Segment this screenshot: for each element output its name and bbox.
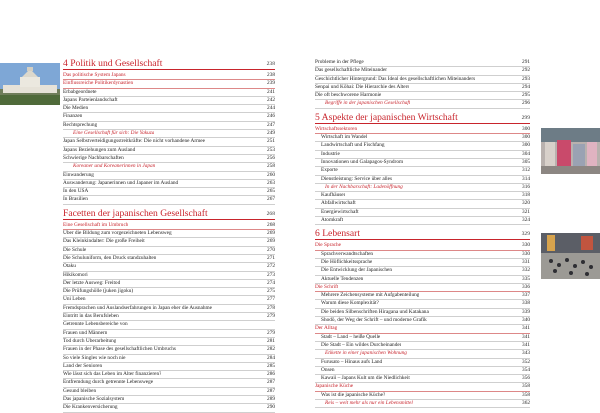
toc-entry-page-number: 282 xyxy=(267,346,275,353)
toc-entry-title: Eine Gesellschaft für sich: Die Yakuza xyxy=(73,130,155,137)
toc-entry-page-number: 279 xyxy=(267,329,275,336)
toc-entry-page-number: 287 xyxy=(267,387,275,394)
toc-entry-title: Japan Selbstverteidigungsstreitkräfte: Die nicht vorhandene Armee xyxy=(63,138,205,145)
toc-entry xyxy=(315,317,530,325)
toc-entry-page-number: 279 xyxy=(267,313,275,320)
toc-entry-page-number: 341 xyxy=(522,333,530,340)
toc-entry xyxy=(63,346,275,354)
toc-entry xyxy=(315,76,530,84)
toc-entry-page-number: 331 xyxy=(522,258,530,265)
toc-entry-title: Das japanische Sozialsystem xyxy=(63,395,125,402)
toc-entry xyxy=(315,167,530,175)
toc-entry-title: Japans Parteienlandschaft xyxy=(63,96,118,103)
toc-entry xyxy=(315,242,530,250)
toc-entry-title: So viele Singles wie noch nie xyxy=(63,354,126,361)
toc-entry-title: Das politische System Japans xyxy=(63,72,126,78)
left-column xyxy=(63,59,275,413)
toc-entry-title: Dienstleistung: Service über alles xyxy=(321,175,393,182)
toc-entry-page-number: 251 xyxy=(267,138,275,145)
toc-entry-title: Auswanderung: Japanerinnen und Japaner im Ausland xyxy=(63,179,179,186)
toc-entry-title: Eintritt in das Berufsleben xyxy=(63,313,119,320)
toc-entry xyxy=(63,296,275,304)
toc-entry-title: Japans Beziehungen zum Ausland xyxy=(63,146,136,153)
toc-entry xyxy=(315,350,530,358)
toc-entry xyxy=(315,284,530,292)
toc-entry-title: In Brasilien xyxy=(63,196,88,203)
toc-entry-title: Exporte xyxy=(321,167,338,174)
toc-entry-title: Erbabgeordnete xyxy=(63,88,97,95)
shopping-street-photo xyxy=(541,128,600,174)
toc-entry xyxy=(63,222,275,230)
toc-entry xyxy=(63,272,275,280)
toc-entry-title: Shodō, der Weg der Schrift – und moderne Grafik xyxy=(321,317,427,324)
toc-entry xyxy=(315,209,530,217)
toc-entry-title: Rechtsprechung xyxy=(63,121,98,128)
toc-entry-page-number: 362 xyxy=(522,399,530,406)
toc-entry-title: In den USA xyxy=(63,188,89,195)
toc-entry xyxy=(315,259,530,267)
toc-entry-page-number: 341 xyxy=(522,325,530,332)
toc-entry xyxy=(315,325,530,333)
toc-entry-title: Einwanderung xyxy=(63,171,94,178)
toc-entry xyxy=(315,375,530,383)
toc-entry xyxy=(63,280,275,288)
toc-entry-page-number: 312 xyxy=(522,167,530,174)
toc-entry-title: Industrie xyxy=(321,150,340,157)
toc-entry-page-number: 273 xyxy=(267,271,275,278)
toc-entry-page-number: 330 xyxy=(522,250,530,257)
toc-entry-title: Frauen in der Phase des gesellschaftlichen Umbruchs xyxy=(63,346,176,353)
chapter-title: 6 Lebensart xyxy=(315,228,361,240)
toc-entry xyxy=(63,388,275,396)
toc-entry-title: Innovationen und Galapagos-Syndrom xyxy=(321,158,404,165)
toc-entry-title: Stadt – Land – heiße Quelle xyxy=(321,333,381,340)
toc-entry xyxy=(315,134,530,142)
toc-entry xyxy=(63,363,275,371)
toc-entry xyxy=(315,300,530,308)
toc-entry-title: Die oft beschworene Harmonie xyxy=(315,92,382,99)
toc-entry-title: Die Krankenversicherung xyxy=(63,404,118,411)
toc-entry xyxy=(315,159,530,167)
toc-entry xyxy=(315,392,530,400)
toc-entry-title: Reis – weit mehr als nur ein Lebensmittel xyxy=(325,399,413,406)
toc-entry xyxy=(315,400,530,408)
toc-entry xyxy=(63,138,275,146)
chapter-title: 4 Politik und Gesellschaft xyxy=(63,58,163,69)
toc-entry-title: Kawaii – Japans Kult um die Niedlichkeit xyxy=(321,375,410,382)
toc-entry-page-number: 324 xyxy=(522,217,530,224)
toc-entry-title: Mehrere Zeichensysteme mit Aufgabenteilung xyxy=(321,292,420,299)
toc-entry xyxy=(63,180,275,188)
toc-entry xyxy=(315,59,530,67)
toc-entry-page-number: 238 xyxy=(267,72,275,78)
toc-entry-title: Otaku xyxy=(63,263,76,270)
toc-entry-title: Der Alltag xyxy=(315,325,338,332)
toc-entry xyxy=(63,263,275,271)
toc-entry-page-number: 318 xyxy=(522,192,530,199)
toc-entry-page-number: 352 xyxy=(522,358,530,365)
toc-entry xyxy=(315,92,530,100)
toc-entry-page-number: 292 xyxy=(522,67,530,74)
toc-entry xyxy=(63,163,275,171)
chapter-title: 5 Aspekte der japanischen Wirtschaft xyxy=(315,111,458,123)
toc-entry xyxy=(63,330,275,338)
toc-entry xyxy=(315,126,530,134)
toc-entry-page-number: 244 xyxy=(267,105,275,112)
toc-entry-page-number: 330 xyxy=(522,242,530,249)
toc-entry-title: Wirtschaft im Wandel xyxy=(321,134,368,141)
toc-entry-title: Frauen und Männern xyxy=(63,329,108,336)
toc-entry-title: Etikette in einer japanischen Wohnung xyxy=(325,350,407,357)
toc-entry-title: Fremdsprachen und Auslandserfahrungen in Japan eher die Ausnahme xyxy=(63,304,213,311)
toc-entry-page-number: 272 xyxy=(267,263,275,270)
toc-entry xyxy=(63,247,275,255)
toc-entry-page-number: 341 xyxy=(522,341,530,348)
toc-entry xyxy=(63,255,275,263)
right-column xyxy=(315,59,530,408)
toc-entry-title: Wie lässt sich das Leben im Alter finanzieren? xyxy=(63,371,162,378)
toc-entry-page-number: 335 xyxy=(522,275,530,282)
toc-entry-page-number: 343 xyxy=(522,350,530,357)
toc-entry-title: Atomkraft xyxy=(321,217,344,224)
toc-entry-page-number: 336 xyxy=(522,283,530,290)
chapter-page-number: 238 xyxy=(266,61,275,67)
toc-entry-page-number: 253 xyxy=(267,146,275,153)
toc-entry-title: Über die Bildung zum vorgezeichneten Lebensweg xyxy=(63,230,172,237)
toc-entry-page-number: 337 xyxy=(522,292,530,299)
toc-entry xyxy=(315,176,530,184)
toc-entry xyxy=(63,147,275,155)
toc-entry-page-number: 260 xyxy=(267,171,275,178)
chapter-heading xyxy=(63,209,275,220)
toc-entry xyxy=(63,72,275,80)
toc-entry xyxy=(315,192,530,200)
toc-entry xyxy=(315,200,530,208)
toc-entry-title: Die Stadt – Ein wildes Durcheinander xyxy=(321,341,402,348)
toc-entry xyxy=(315,359,530,367)
toc-entry-page-number: 274 xyxy=(267,279,275,286)
toc-entry xyxy=(63,404,275,412)
toc-entry xyxy=(63,355,275,363)
toc-entry-page-number: 338 xyxy=(522,300,530,307)
toc-entry xyxy=(63,338,275,346)
toc-entry xyxy=(63,130,275,138)
toc-entry-page-number: 284 xyxy=(267,354,275,361)
toc-entry-page-number: 247 xyxy=(267,121,275,128)
toc-entry-page-number: 314 xyxy=(522,175,530,182)
toc-entry xyxy=(63,230,275,238)
toc-entry-page-number: 300 xyxy=(522,142,530,149)
toc-entry xyxy=(315,100,530,108)
toc-entry-title: Begriffe in der japanischen Gesellschaft xyxy=(325,100,411,107)
toc-entry-title: Die Prüfungshölle (juken jigoku) xyxy=(63,288,134,295)
toc-entry-title: Hikikomori xyxy=(63,271,88,278)
toc-entry xyxy=(315,217,530,225)
toc-entry-page-number: 271 xyxy=(267,254,275,261)
toc-entry-page-number: 242 xyxy=(267,96,275,103)
toc-entry-title: Senpai und Kōhai: Die Hierarchie des Alters xyxy=(315,83,410,90)
toc-entry-title: Entfremdung durch getrennte Lebenswege xyxy=(63,379,154,386)
capitol-building-photo xyxy=(0,63,60,105)
chapter-title: Facetten der japanischen Gesellschaft xyxy=(63,207,208,219)
toc-entry xyxy=(63,172,275,180)
toc-entry-title: Energiewirtschaft xyxy=(321,208,359,215)
toc-entry-title: Geschichtlicher Hintergrund: Das Ideal des gesellschaftlichen Miteinanders xyxy=(315,75,476,82)
toc-entry xyxy=(315,383,530,391)
toc-entry xyxy=(63,155,275,163)
toc-entry-page-number: 305 xyxy=(522,158,530,165)
toc-entry-page-number: 340 xyxy=(522,317,530,324)
toc-entry xyxy=(63,196,275,204)
chapter-page-number: 299 xyxy=(521,114,530,121)
toc-entry xyxy=(63,113,275,121)
toc-entry-title: Die Schrift xyxy=(315,283,339,290)
toc-entry xyxy=(315,67,530,75)
toc-entry-title: Probleme in der Pflege xyxy=(315,59,364,65)
toc-entry xyxy=(63,80,275,88)
chapter-heading xyxy=(315,113,530,124)
toc-entry-page-number: 269 xyxy=(267,230,275,237)
toc-entry xyxy=(63,122,275,130)
toc-entry xyxy=(315,367,530,375)
toc-entry xyxy=(315,267,530,275)
toc-entry-title: Getrennte Lebensbereiche von xyxy=(63,321,128,328)
toc-entry-title: Die Sprache xyxy=(315,242,342,249)
toc-entry xyxy=(63,379,275,387)
toc-entry-page-number: 286 xyxy=(267,371,275,378)
toc-entry-page-number: 316 xyxy=(522,183,530,190)
toc-entry xyxy=(63,396,275,404)
toc-entry-title: Kaufhäuser xyxy=(321,192,346,199)
toc-entry xyxy=(315,309,530,317)
toc-entry xyxy=(63,188,275,196)
toc-entry-page-number: 265 xyxy=(267,188,275,195)
toc-entry-page-number: 256 xyxy=(267,154,275,161)
toc-entry-title: Aktuelle Tendenzen xyxy=(321,275,364,282)
toc-entry-title: Onsen xyxy=(321,366,335,373)
toc-entry-title: Das gesellschaftliche Miteinander xyxy=(315,67,388,74)
toc-entry-page-number: 277 xyxy=(267,296,275,303)
toc-entry-title: Das Kleinkindalter: Die große Freiheit xyxy=(63,238,145,245)
toc-entry-page-number: 291 xyxy=(522,59,530,65)
toc-entry-page-number: 270 xyxy=(267,246,275,253)
toc-entry-title: Die Schule xyxy=(63,246,87,253)
chapter-page-number: 329 xyxy=(521,231,530,238)
toc-entry xyxy=(63,89,275,97)
toc-entry-title: Die Schuluniform, den Druck standzuhalten xyxy=(63,254,157,261)
toc-entry-title: Der letzte Ausweg: Freitod xyxy=(63,279,121,286)
toc-entry-page-number: 281 xyxy=(267,337,275,344)
toc-entry-title: Einflussreiche Politikerdynastien xyxy=(63,80,134,87)
toc-entry-title: Japanische Küche xyxy=(315,383,354,390)
toc-entry-page-number: 358 xyxy=(522,383,530,390)
toc-entry-title: Die Medien xyxy=(63,105,89,112)
toc-entry-title: Gesund bleiben xyxy=(63,387,97,394)
toc-entry-page-number: 239 xyxy=(267,80,275,87)
toc-entry-page-number: 258 xyxy=(267,163,275,170)
toc-entry xyxy=(315,184,530,192)
toc-entry-title: Die beiden Silbenschriften Hiragana und Katakana xyxy=(321,308,429,315)
toc-entry xyxy=(63,288,275,296)
toc-entry-page-number: 295 xyxy=(522,92,530,99)
toc-entry-page-number: 249 xyxy=(267,130,275,137)
toc-entry-title: Eine Gesellschaft im Umbruch xyxy=(63,221,129,228)
toc-entry-page-number: 267 xyxy=(267,196,275,203)
toc-entry xyxy=(315,142,530,150)
toc-entry-title: Schwierige Nachbarschaften xyxy=(63,154,124,161)
toc-entry-page-number: 293 xyxy=(522,75,530,82)
toc-entry-page-number: 289 xyxy=(267,395,275,402)
toc-entry-title: Tod durch Überarbeitung xyxy=(63,337,117,344)
toc-entry-page-number: 358 xyxy=(522,391,530,398)
toc-entry xyxy=(315,276,530,284)
toc-entry-page-number: 290 xyxy=(267,404,275,411)
toc-entry xyxy=(315,151,530,159)
toc-entry-page-number: 287 xyxy=(267,379,275,386)
toc-entry-title: Uni Leben xyxy=(63,296,86,303)
toc-entry-title: Wirtschaftssektoren xyxy=(315,125,358,132)
toc-entry xyxy=(315,84,530,92)
toc-entry-title: Die Entwicklung der Japanischen xyxy=(321,267,393,274)
toc-entry-title: In der Nachbarschaft: Ladenöffnung xyxy=(325,183,403,190)
toc-entry-title: Koreaner und Koreanerinnen in Japan xyxy=(73,163,156,170)
toc-entry-page-number: 263 xyxy=(267,179,275,186)
toc-entry-title: Land der Senioren xyxy=(63,362,103,369)
toc-entry-page-number: 278 xyxy=(267,304,275,311)
toc-entry-page-number: 296 xyxy=(522,100,530,107)
toc-entry xyxy=(63,305,275,313)
toc-entry-page-number: 304 xyxy=(522,150,530,157)
toc-entry-title: Furusato – Hinaus aufs Land xyxy=(321,358,383,365)
toc-entry xyxy=(315,342,530,350)
toc-entry xyxy=(315,334,530,342)
toc-entry xyxy=(63,105,275,113)
toc-entry-page-number: 268 xyxy=(267,221,275,228)
toc-entry-page-number: 300 xyxy=(522,125,530,132)
toc-entry xyxy=(63,371,275,379)
toc-entry-page-number: 294 xyxy=(522,83,530,90)
chapter-heading xyxy=(63,59,275,70)
toc-entry-page-number: 269 xyxy=(267,238,275,245)
toc-entry xyxy=(63,238,275,246)
toc-entry-page-number: 320 xyxy=(522,200,530,207)
toc-entry-page-number: 275 xyxy=(267,288,275,295)
toc-entry-title: Warum diese Komplexität? xyxy=(321,300,379,307)
toc-entry-page-number: 332 xyxy=(522,267,530,274)
toc-entry-title: Abfallwirtschaft xyxy=(321,200,356,207)
toc-entry-title: Sprachverwandtschaften xyxy=(321,250,374,257)
toc-entry-page-number: 356 xyxy=(522,375,530,382)
toc-entry-title: Die Höflichkeitssprache xyxy=(321,258,373,265)
crowded-crossing-photo xyxy=(541,233,600,279)
toc-entry-page-number: 241 xyxy=(267,88,275,95)
chapter-page-number: 268 xyxy=(266,210,275,217)
toc-entry-page-number: 246 xyxy=(267,113,275,120)
toc-entry xyxy=(63,313,275,321)
toc-entry-title: Was ist die japanische Küche? xyxy=(321,391,386,398)
toc-entry-title: Finanzen xyxy=(63,113,83,120)
toc-entry xyxy=(63,97,275,105)
toc-entry xyxy=(315,292,530,300)
toc-entry-page-number: 285 xyxy=(267,362,275,369)
toc-entry-page-number: 300 xyxy=(522,134,530,141)
toc-entry-title: Landwirtschaft und Fischfang xyxy=(321,142,385,149)
toc-entry-page-number: 321 xyxy=(522,208,530,215)
chapter-heading xyxy=(315,229,530,240)
toc-entry-page-number: 354 xyxy=(522,366,530,373)
toc-entry xyxy=(63,321,275,329)
toc-entry xyxy=(315,251,530,259)
toc-entry-page-number: 339 xyxy=(522,308,530,315)
